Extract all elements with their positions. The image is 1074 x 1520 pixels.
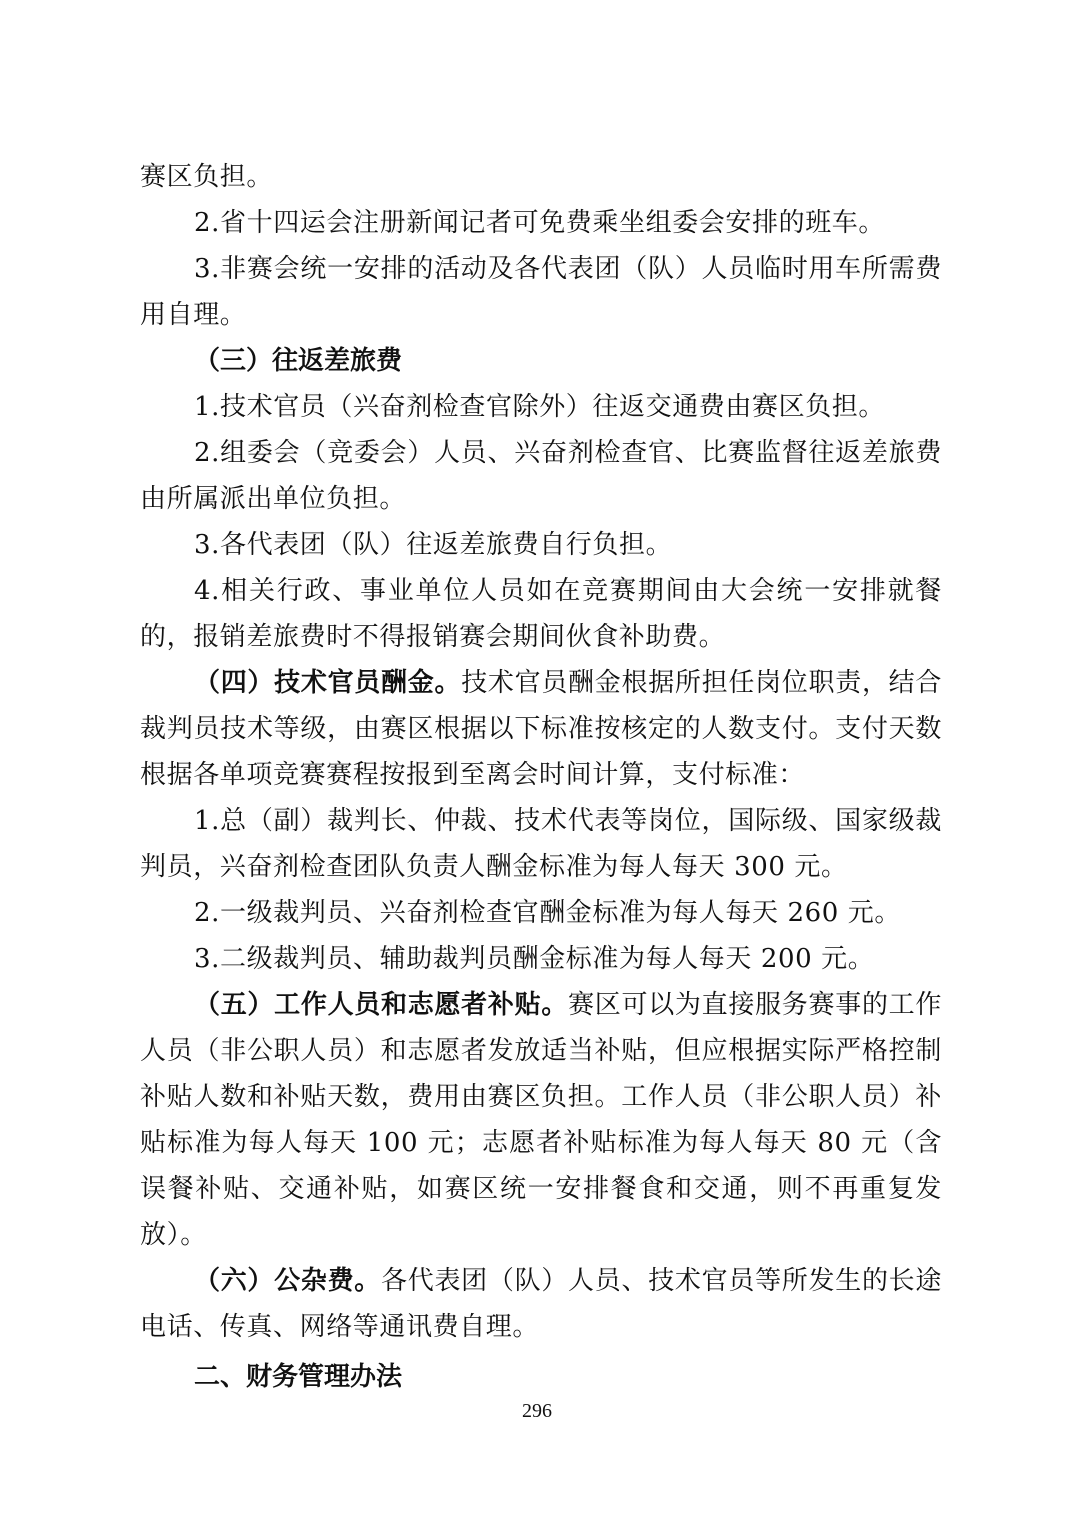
part-heading-financial-management: 二、财务管理办法 — [194, 1362, 403, 1392]
paragraph-item-2: 2.省十四运会注册新闻记者可免费乘坐组委会安排的班车。 — [194, 208, 886, 238]
section-staff-volunteer-subsidy — [140, 982, 942, 1258]
document-body — [140, 154, 942, 1400]
paragraph-item-3: 3.非赛会统一安排的活动及各代表团（队）人员临时用车所需费用自理。 — [140, 254, 942, 330]
section-lead-official-remuneration: （四）技术官员酬金。 — [194, 668, 462, 698]
section-miscellaneous-fees — [140, 1258, 942, 1350]
travel-item-4: 4.相关行政、事业单位人员如在竞赛期间由大会统一安排就餐的，报销差旅费时不得报销赛会期间伙食补助费。 — [140, 576, 942, 652]
travel-item-2: 2.组委会（竞委会）人员、兴奋剂检查官、比赛监督往返差旅费由所属派出单位负担。 — [140, 438, 942, 514]
travel-item-3: 3.各代表团（队）往返差旅费自行负担。 — [194, 530, 673, 560]
section-official-remuneration — [140, 660, 942, 798]
section-text-staff-volunteer-subsidy: 赛区可以为直接服务赛事的工作人员（非公职人员）和志愿者发放适当补贴，但应根据实际严格控制补贴人数和补贴天数，费用由赛区负担。工作人员（非公职人员）补贴标准为每人每天 100 元；志愿者补贴标准为每人每天 80 元（含误餐补贴、交通补贴，如赛区统一安排餐食和交通，则不再重复发放）。 — [140, 990, 942, 1250]
remuneration-item-1: 1.总（副）裁判长、仲裁、技术代表等岗位，国际级、国家级裁判员，兴奋剂检查团队负责人酬金标准为每人每天 300 元。 — [140, 806, 942, 882]
section-lead-miscellaneous-fees: （六）公杂费。 — [194, 1266, 382, 1296]
remuneration-item-2: 2.一级裁判员、兴奋剂检查官酬金标准为每人每天 260 元。 — [194, 898, 901, 928]
page-number: 296 — [522, 1400, 552, 1422]
paragraph-continuation: 赛区负担。 — [140, 162, 274, 192]
section-heading-travel-expenses: （三）往返差旅费 — [194, 346, 403, 376]
section-text-official-remuneration: 技术官员酬金根据所担任岗位职责，结合裁判员技术等级，由赛区根据以下标准按核定的人数支付。支付天数根据各单项竞赛赛程按报到至离会时间计算，支付标准： — [140, 668, 942, 790]
travel-item-1: 1.技术官员（兴奋剂检查官除外）往返交通费由赛区负担。 — [194, 392, 886, 422]
remuneration-item-3: 3.二级裁判员、辅助裁判员酬金标准为每人每天 200 元。 — [194, 944, 875, 974]
section-text-miscellaneous-fees: 各代表团（队）人员、技术官员等所发生的长途电话、传真、网络等通讯费自理。 — [140, 1266, 942, 1342]
section-lead-staff-volunteer-subsidy: （五）工作人员和志愿者补贴。 — [194, 990, 569, 1020]
